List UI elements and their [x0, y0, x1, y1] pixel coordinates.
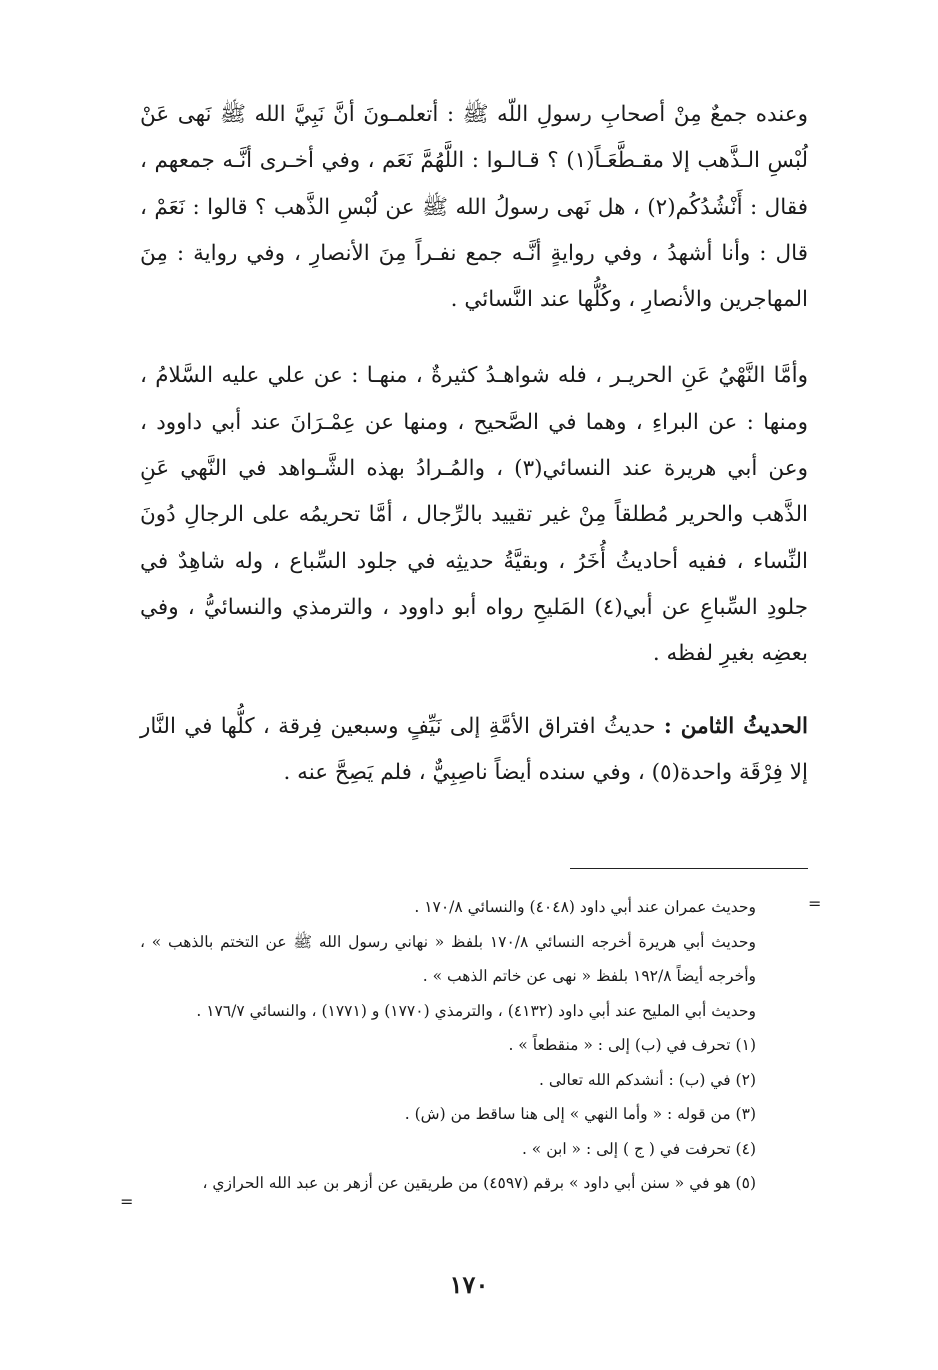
footnote-line: وحديث عمران عند أبي داود (٤٠٤٨) والنسائي ١٧٠/٨ . [414, 898, 756, 916]
paragraph-2: وأمَّا النَّهْيُ عَنِ الحريـر ، فله شواهـدُ كثيرةٌ ، منهـا : عن علي عليه السَّلامُ ، ومنها : عن البراءِ ، وهما في الصَّحيح ، ومنها عن عِمْـرَانَ عند أبي داوود ، وعن أبي هريرة عند النسائي(٣) ، والمُـرادُ بهذه الشَّـواهد في النَّهي عَنِ الذَّهب والحرير مُطلقاً مِنْ غير تقييد بالرِّجال ، أمَّا تحريمُه على الرجالِ دُونَ النِّساء ، ففيه أحاديثُ أُخَرُ ، وبقيَّةُ حديثِه في جلود السِّباع ، وله شاهِدٌ في جلودِ السِّباعِ عن أبي(٤) المَليحِ رواه أبو داوود ، والترمذي والنسائيُّ ، وفي بعضِه بغيرِ لفظه . [140, 363, 809, 667]
footnote-3: (٣) من قوله : « وأما النهي » إلى هنا ساقط من (ش) . [404, 1105, 756, 1123]
footnote-1: (١) تحرف في (ب) إلى : « منقطعاً » . [508, 1036, 756, 1054]
footnote-2: (٢) في (ب) : أنشدكم الله تعالى . [539, 1070, 756, 1089]
paragraph-3-body: حديثُ افتراق الأمَّةِ إلى نَيِّفٍ وسبعين فِرقة ، كلُّها في النَّار إلا فِرْقَة واحدة(٥) ، وفي سنده أيضاً ناصِبِيٌّ ، فلم يَصِحَّ عنه . [140, 713, 808, 785]
footnotes [140, 890, 756, 1201]
main-text [140, 92, 808, 796]
footnote-end-mark: = [120, 1192, 134, 1211]
footnote-line: وحديث أبي المليح عند أبي داود (٤١٣٢) ، والترمذي (١٧٧٠) و (١٧٧١) ، والنسائي ١٧٦/٧ . [196, 1001, 756, 1020]
hadith-heading: الحديثُ الثامن : [663, 713, 808, 739]
footnote-separator [570, 868, 808, 869]
footnote-4: (٤) تحرفت في ( ج ) إلى : « ابن » . [521, 1139, 756, 1158]
page-number: ١٧٠ [449, 1270, 489, 1299]
paragraph-1: وعنده جمعٌ مِنْ أصحابِ رسولِ اللّه ﷺ : أتعلمـونَ أنَّ نَبِيَّ الله ﷺ نَهى عَنْ لُبْسِ الـذَّهب إلا مقـطَّعَـاً(١) ؟ قـالـوا : اللَّهُمَّ نَعَم ، وفي أخـرى أنَّـه جمعهم ، فقال : أَنْشُدُكُم(٢) ، هل نَهى رسولُ الله ﷺ عن لُبْسِ الذَّهب ؟ قالوا : نَعَمْ ، قال : وأنا أشهدُ ، وفي روايةٍ أنَّـه جمع نفـراً مِنَ الأنصارِ ، وفي رواية : مِنَ المهاجرين والأنصارِ ، وكُلُّها عند النَّسائي . [140, 102, 808, 313]
paragraph-3 [140, 704, 808, 797]
footnote-5: (٥) هو في « سنن أبي داود » برقم (٤٥٩٧) من طريقين عن أزهر بن عبد الله الحرازي ، [202, 1174, 756, 1192]
footnote-line: وحديث أبي هريرة أخرجه النسائي ١٧٠/٨ بلفظ « نهاني رسول الله ﷺ عن التختم بالذهب » ، وأخرجه أيضاً ١٩٢/٨ بلفظ « نهى عن خاتم الذهب » . [140, 932, 756, 985]
footnote-continuation-mark: = [808, 894, 822, 913]
